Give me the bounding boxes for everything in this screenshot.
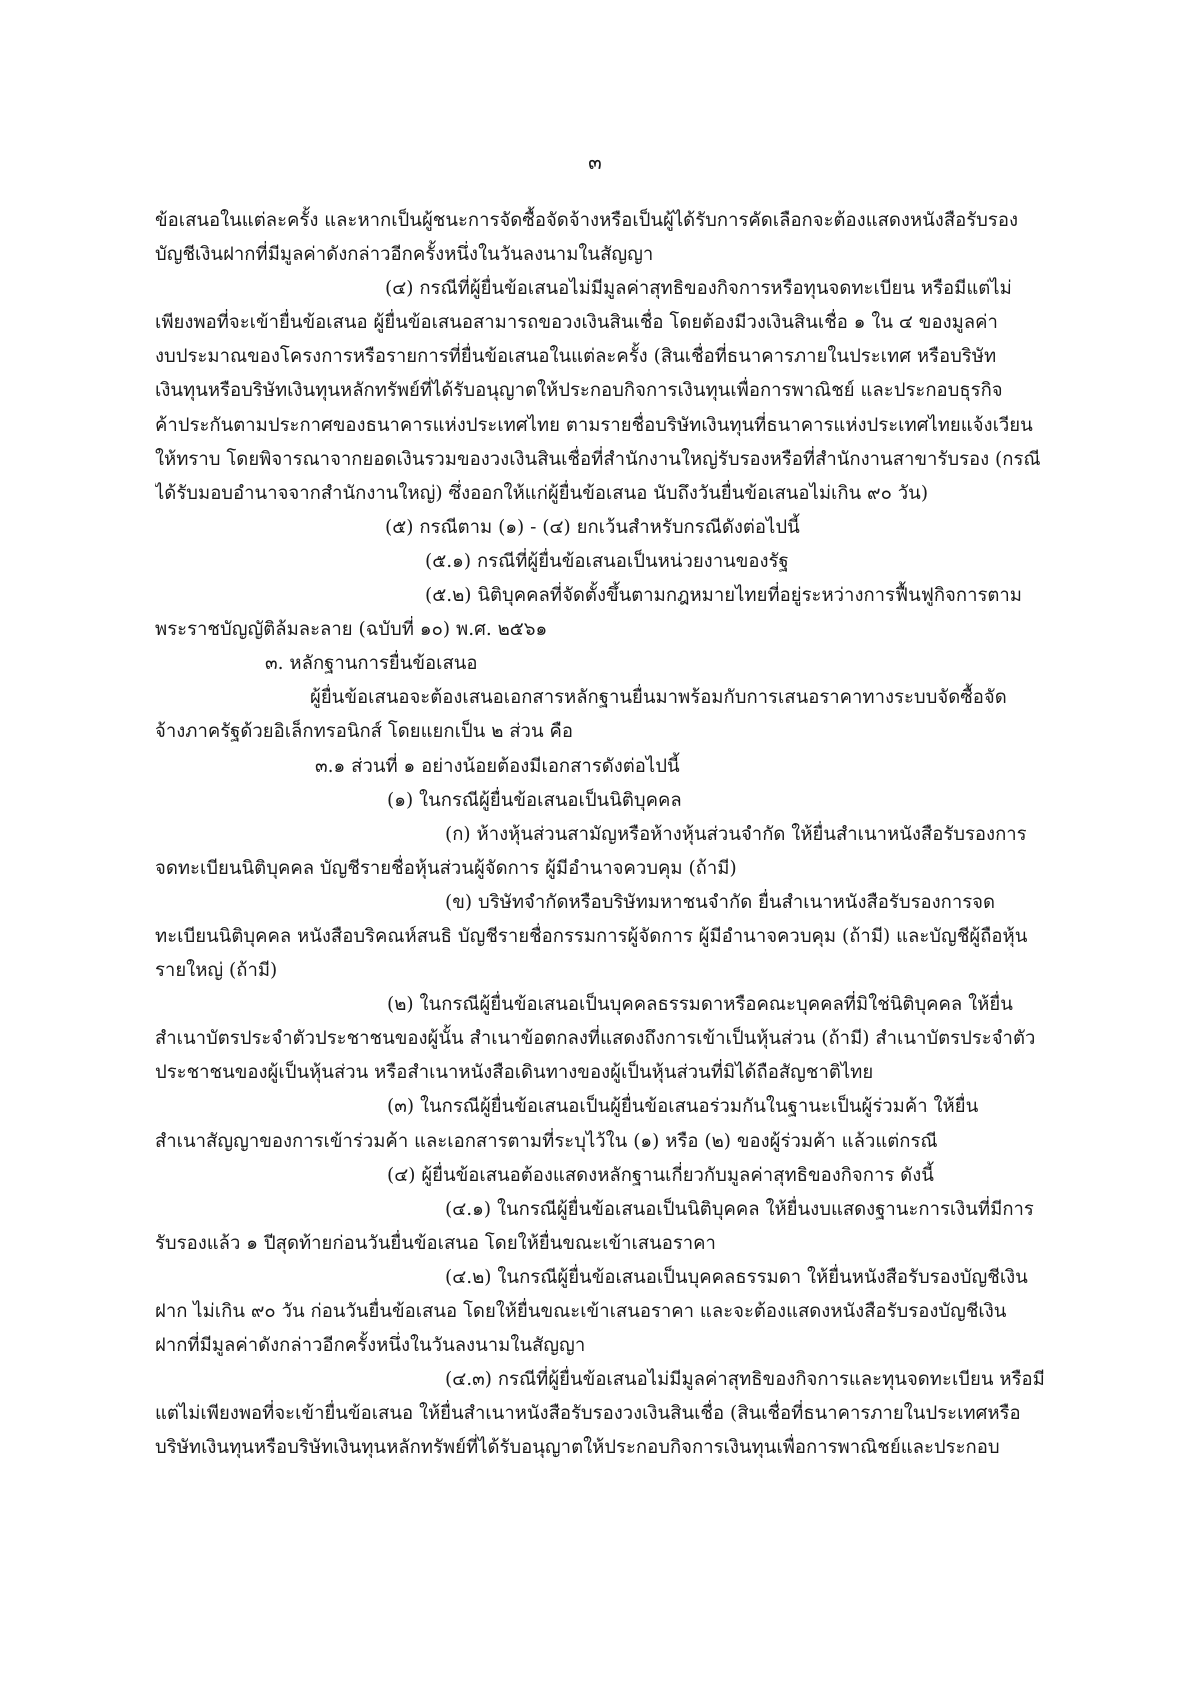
text-line: รับรองแล้ว ๑ ปีสุดท้ายก่อนวันยื่นข้อเสนอ โดยให้ยื่นขณะเข้าเสนอราคา: [155, 1232, 716, 1254]
text-line: (๔.๓) กรณีที่ผู้ยื่นข้อเสนอไม่มีมูลค่าสุทธิของกิจการและทุนจดทะเบียน หรือมี: [445, 1369, 1045, 1391]
text-line: (๓) ในกรณีผู้ยื่นข้อเสนอเป็นผู้ยื่นข้อเสนอร่วมกันในฐานะเป็นผู้ร่วมค้า ให้ยื่น: [387, 1096, 979, 1118]
text-line: บัญชีเงินฝากที่มีมูลค่าดังกล่าวอีกครั้งหนึ่งในวันลงนามในสัญญา: [155, 244, 654, 266]
text-line: (๑) ในกรณีผู้ยื่นข้อเสนอเป็นนิติบุคคล: [387, 789, 682, 811]
text-line: บริษัทเงินทุนหรือบริษัทเงินทุนหลักทรัพย์ที่ได้รับอนุญาตให้ประกอบกิจการเงินทุนเพื่อการพาณิชย์และประกอบ: [155, 1437, 1000, 1459]
text-line: ฝากที่มีมูลค่าดังกล่าวอีกครั้งหนึ่งในวันลงนามในสัญญา: [155, 1335, 586, 1357]
text-line: รายใหญ่ (ถ้ามี): [155, 960, 278, 982]
section-heading: ๓. หลักฐานการยื่นข้อเสนอ: [265, 653, 478, 675]
text-line: (๔.๒) ในกรณีผู้ยื่นข้อเสนอเป็นบุคคลธรรมดา ให้ยื่นหนังสือรับรองบัญชีเงิน: [445, 1266, 1028, 1288]
text-line: ค้าประกันตามประกาศของธนาคารแห่งประเทศไทย ตามรายชื่อบริษัทเงินทุนที่ธนาคารแห่งประเทศไทยแจ้งเวียน: [155, 414, 1033, 436]
text-line: (๕.๒) นิติบุคคลที่จัดตั้งขึ้นตามกฎหมายไทยที่อยู่ระหว่างการฟื้นฟูกิจการตาม: [425, 585, 1023, 607]
text-line: ทะเบียนนิติบุคคล หนังสือบริคณห์สนธิ บัญชีรายชื่อกรรมการผู้จัดการ ผู้มีอำนาจควบคุม (ถ้ามี) และบัญชีผู้ถือหุ้น: [155, 925, 1028, 947]
text-line: สำเนาสัญญาของการเข้าร่วมค้า และเอกสารตามที่ระบุไว้ใน (๑) หรือ (๒) ของผู้ร่วมค้า แล้วแต่กรณี: [155, 1130, 938, 1152]
page-number: ๓: [588, 150, 602, 174]
text-line: ข้อเสนอในแต่ละครั้ง และหากเป็นผู้ชนะการจัดซื้อจัดจ้างหรือเป็นผู้ได้รับการคัดเลือกจะต้องแสดงหนังสือรับรอง: [155, 210, 1018, 231]
text-line: เงินทุนหรือบริษัทเงินทุนหลักทรัพย์ที่ได้รับอนุญาตให้ประกอบกิจการเงินทุนเพื่อการพาณิชย์ และประกอบธุรกิจ: [155, 380, 1003, 402]
text-line: สำเนาบัตรประจำตัวประชาชนของผู้นั้น สำเนาข้อตกลงที่แสดงถึงการเข้าเป็นหุ้นส่วน (ถ้ามี) สำเนาบัตรประจำตัว: [155, 1028, 1036, 1050]
subsection-heading: ๓.๑ ส่วนที่ ๑ อย่างน้อยต้องมีเอกสารดังต่อไปนี้: [315, 755, 680, 777]
document-body: [155, 204, 1060, 1465]
text-line: (ก) ห้างหุ้นส่วนสามัญหรือห้างหุ้นส่วนจำกัด ให้ยื่นสำเนาหนังสือรับรองการ: [445, 823, 1027, 845]
text-line: ได้รับมอบอำนาจจากสำนักงานใหญ่) ซึ่งออกให้แก่ผู้ยื่นข้อเสนอ นับถึงวันยื่นข้อเสนอไม่เกิน ๙๐ วัน): [155, 482, 929, 504]
text-line: (๔) ผู้ยื่นข้อเสนอต้องแสดงหลักฐานเกี่ยวกับมูลค่าสุทธิของกิจการ ดังนี้: [387, 1164, 934, 1186]
text-line: (๒) ในกรณีผู้ยื่นข้อเสนอเป็นบุคคลธรรมดาหรือคณะบุคคลที่มิใช่นิติบุคคล ให้ยื่น: [387, 994, 1013, 1016]
text-line: งบประมาณของโครงการหรือรายการที่ยื่นข้อเสนอในแต่ละครั้ง (สินเชื่อที่ธนาคารภายในประเทศ หรือบริษัท: [155, 346, 997, 368]
text-line: จดทะเบียนนิติบุคคล บัญชีรายชื่อหุ้นส่วนผู้จัดการ ผู้มีอำนาจควบคุม (ถ้ามี): [155, 857, 737, 879]
text-line: ให้ทราบ โดยพิจารณาจากยอดเงินรวมของวงเงินสินเชื่อที่สำนักงานใหญ่รับรองหรือที่สำนักงานสาขารับรอง (กรณี: [155, 448, 1041, 470]
text-line: (๕.๑) กรณีที่ผู้ยื่นข้อเสนอเป็นหน่วยงานของรัฐ: [425, 550, 789, 572]
text-line: แต่ไม่เพียงพอที่จะเข้ายื่นข้อเสนอ ให้ยื่นสำเนาหนังสือรับรองวงเงินสินเชื่อ (สินเชื่อที่ธนาคารภายในประเทศหรือ: [155, 1403, 1021, 1425]
text-line: (๔.๑) ในกรณีผู้ยื่นข้อเสนอเป็นนิติบุคคล ให้ยื่นงบแสดงฐานะการเงินที่มีการ: [445, 1198, 1034, 1220]
text-line: (๔) กรณีที่ผู้ยื่นข้อเสนอไม่มีมูลค่าสุทธิของกิจการหรือทุนจดทะเบียน หรือมีแต่ไม่: [385, 278, 1012, 300]
text-line: ผู้ยื่นข้อเสนอจะต้องเสนอเอกสารหลักฐานยื่นมาพร้อมกับการเสนอราคาทางระบบจัดซื้อจัด: [310, 687, 1007, 709]
text-line: เพียงพอที่จะเข้ายื่นข้อเสนอ ผู้ยื่นข้อเสนอสามารถขอวงเงินสินเชื่อ โดยต้องมีวงเงินสินเชื่อ ๑ ใน ๔ ของมูลค่า: [155, 312, 998, 334]
text-line: ประชาชนของผู้เป็นหุ้นส่วน หรือสำเนาหนังสือเดินทางของผู้เป็นหุ้นส่วนที่มิได้ถือสัญชาติไทย: [155, 1062, 874, 1084]
text-line: (๕) กรณีตาม (๑) - (๔) ยกเว้นสำหรับกรณีดังต่อไปนี้: [385, 516, 800, 538]
text-line: (ข) บริษัทจำกัดหรือบริษัทมหาชนจำกัด ยื่นสำเนาหนังสือรับรองการจด: [445, 891, 996, 913]
text-line: จ้างภาครัฐด้วยอิเล็กทรอนิกส์ โดยแยกเป็น ๒ ส่วน คือ: [155, 721, 573, 743]
text-line: พระราชบัญญัติล้มละลาย (ฉบับที่ ๑๐) พ.ศ. ๒๕๖๑: [155, 619, 548, 641]
text-line: ฝาก ไม่เกิน ๙๐ วัน ก่อนวันยื่นข้อเสนอ โดยให้ยื่นขณะเข้าเสนอราคา และจะต้องแสดงหนังสือรับรองบัญชีเงิน: [155, 1301, 1007, 1322]
